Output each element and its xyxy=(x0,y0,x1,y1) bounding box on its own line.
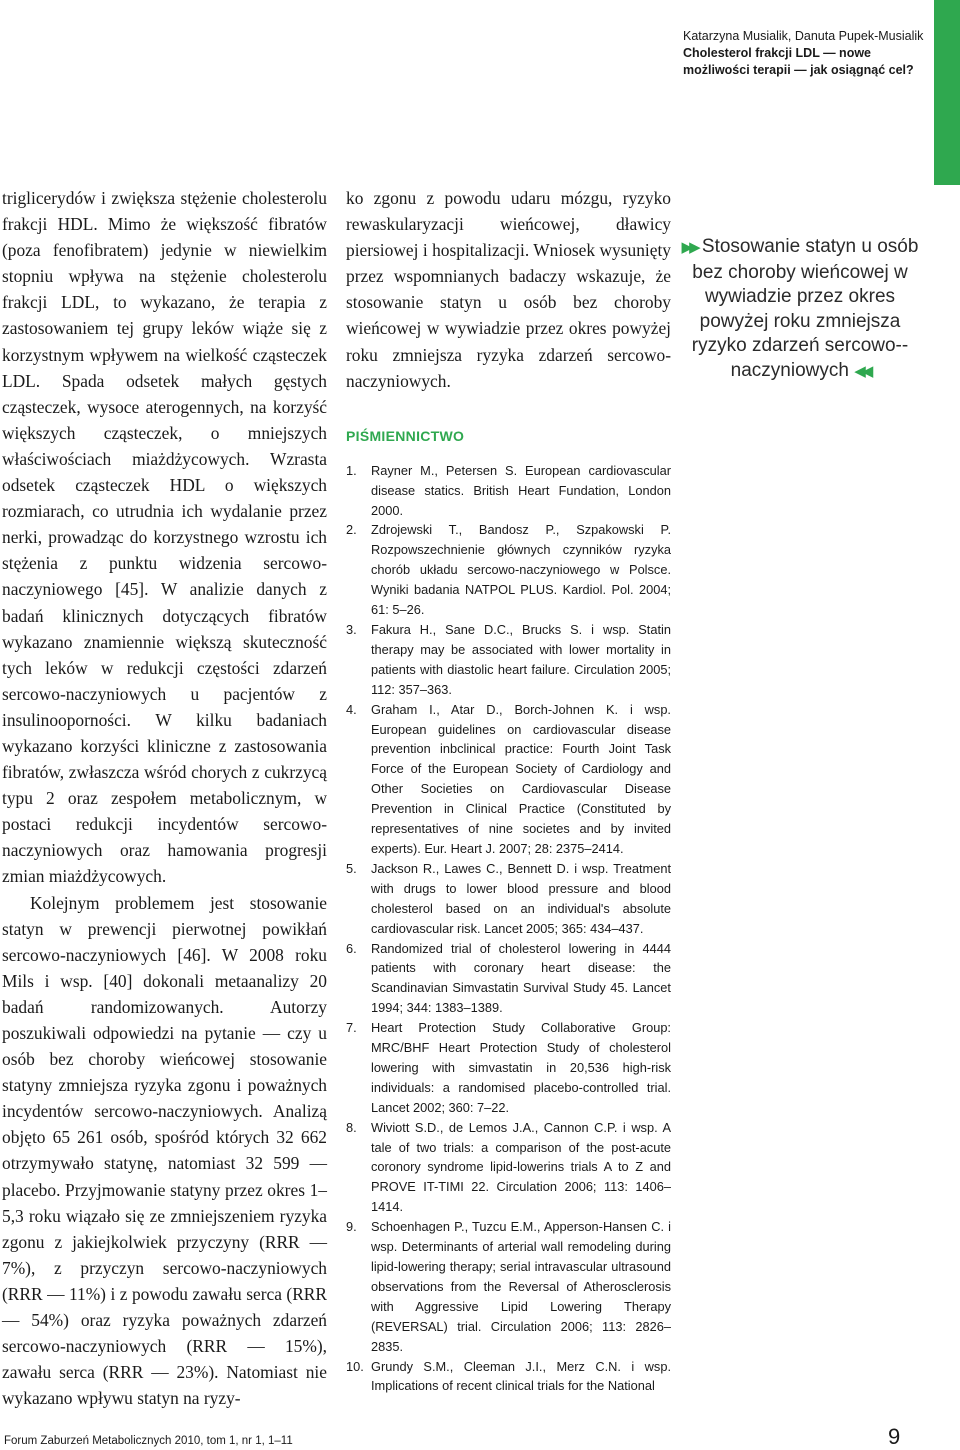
reference-item: 6. Randomized trial of cholesterol lowering in 4444 patients with coronary heart disease: the Scandinavian Simvastatin Survival Study 45. Lancet 1994; 344: 1383–1389. xyxy=(346,940,671,1016)
reference-item: 5. Jackson R., Lawes C., Bennett D. i wsp. Treatment with drugs to lower blood pressure and blood cholesterol based on an individual's absolute cardiovascular risk. Lancet 2005; 365: 434–437. xyxy=(346,860,671,936)
running-header xyxy=(683,28,928,79)
body-paragraph: triglicerydów i zwiększa stężenie cholesterolu frakcji HDL. Mimo że większość fibratów (poza fenofibratem) jedynie w niewielkim stopniu wpływa na stężenie cholesterolu frakcji LDL, to wykazano, że terapia z zastosowaniem tej grupy leków wiąże się z korzystnym wpływem na wielkość cząsteczek LDL. Spada odsetek małych gęstych cząsteczek, wysoce aterogennych, na korzyść większych cząsteczek, o mniejszych właściwościach miażdżycowych. Wzrasta odsetek cząsteczek HDL o większych rozmiarach, co utrudnia ich wydalanie przez nerki, prowadząc do korzystnego wzrostu ich stężenia z punktu widzenia sercowo-naczyniowego [45]. W analizie danych z badań klinicznych dotyczących fibratów wykazano znamiennie większą skuteczność tych leków w redukcji częstości zdarzeń sercowo-naczyniowych u pacjentów z insulinooporności. W kilku badaniach wykazano korzyści kliniczne z zastosowania fibratów, zwłaszcza wśród chorych z cukrzycą typu 2 oraz zespołem metabolicznym, w postaci redukcji incydentów sercowo-naczyniowych oraz hamowania progresji zmian miażdżycowych. xyxy=(2,188,327,887)
references-heading: PIŚMIENNICTWO xyxy=(346,427,465,444)
page-number: 9 xyxy=(888,1424,901,1449)
accent-bar xyxy=(934,0,960,185)
header-title-line1: Cholesterol frakcji LDL — nowe xyxy=(683,46,872,60)
double-arrow-left-icon: ◀◀ xyxy=(854,362,870,380)
journal-footer: Forum Zaburzeń Metabolicznych 2010, tom 1, nr 1, 1–11 xyxy=(4,1435,293,1447)
reference-item: 10. Grundy S.M., Cleeman J.I., Merz C.N. i wsp. Implications of recent clinical trials for the National xyxy=(346,1358,671,1394)
reference-item: 8. Wiviott S.D., de Lemos J.A., Cannon C.P. i wsp. A tale of two trials: a comparison of the post-acute coronory syndrome lipid-lowerins trials A to Z and PROVE IT-TIMI 22. Circulation 2006; 113: 1406–1414. xyxy=(346,1119,671,1215)
body-paragraph: Kolejnym problemem jest stosowanie statyn w prewencji pierwotnej powikłań sercowo-naczyniowych [46]. W 2008 roku Mils i wsp. [40] dokonali metaanalizy 20 badań randomizowanych. Autorzy poszukiwali odpowiedzi na pytanie — czy u osób bez choroby wieńcowej stosowanie statyny zmniejsza ryzyka zgonu i poważnych incydentów sercowo-naczyniowych. Analizą objęto 65 261 osób, spośród których 32 662 otrzymywało statynę, natomiast 32 599 — placebo. Przyjmowanie statyny przez okres 1–5,3 roku wiązało się ze zmniejszeniem ryzyka zgonu z jakiejkolwiek przyczyny (RRR — 7%), z przyczyn sercowo-naczyniowych (RRR — 11%) i z powodu zawału serca (RRR — 54%) oraz ryzyka poważnych zdarzeń sercowo-naczyniowych (RRR — 15%), zawału serca (RRR — 23%). Natomiast nie wykazano wpływu statyn na ryzy- xyxy=(2,892,327,1409)
references-list xyxy=(346,461,671,1397)
left-column xyxy=(2,185,327,1411)
reference-item: 4. Graham I., Atar D., Borch-Johnen K. i wsp. European guidelines on cardiovascular disease prevention inbclinical practice: Fourth Joint Task Force of the European Society of Cardiology and Other Societies on Cardiovascular Disease Prevention in Clinical Practice (Constituted by representatives of nine societes and by invited experts). Eur. Heart J. 2007; 28: 2375–2414. xyxy=(346,701,671,856)
reference-item: 3. Fakura H., Sane D.C., Brucks S. i wsp. Statin therapy may be associated with lower mortality in patients with diastolic heart failure. Circulation 2005; 112: 357–363. xyxy=(346,622,671,697)
middle-column xyxy=(346,185,671,1396)
reference-item: 9. Schoenhagen P., Tuzcu E.M., Apperson-Hansen C. i wsp. Determinants of arterial wall remodeling during lipid-lowering therapy; serial intravascular ultrasound observations from the Reversal of Atherosclerosis with Aggressive Lipid Lowering Therapy (REVERSAL) trial. Circulation 2006; 113: 2826–2835. xyxy=(346,1219,671,1354)
reference-item: 2. Zdrojewski T., Bandosz P., Szpakowski P. Rozpowszechnienie głównych czynników ryzyka chorób układu sercowo-naczyniowego w Polsce. Wyniki badania NATPOL PLUS. Kardiol. Pol. 2004; 61: 5–26. xyxy=(346,522,671,618)
double-arrow-right-icon: ▶▶ xyxy=(681,239,697,256)
header-authors: Katarzyna Musialik, Danuta Pupek-Musialik xyxy=(683,29,924,43)
header-title-line2: możliwości terapii — jak osiągnąć cel? xyxy=(683,63,914,77)
pull-quote-text: Stosowanie statyn u osób bez choroby wieńcowej w wywiadzie przez okres powyżej roku zmniejsza ryzyko zdarzeń sercowo--naczyniowych xyxy=(691,236,919,381)
reference-item: 7. Heart Protection Study Collaborative Group: MRC/BHF Heart Protection Study of cholesterol lowering with simvastatin in 20,536 high-risk individuals: a randomised placebo-controlled trial. Lancet 2002; 360: 7–22. xyxy=(346,1020,671,1115)
pull-quote xyxy=(680,235,920,384)
body-paragraph: ko zgonu z powodu udaru mózgu, ryzyko rewaskularyzacji wieńcowej, dławicy piersiowej i hospitalizacji. Wniosek wysunięty przez wspomnianych badaczy wskazuje, że stosowanie statyn u osób bez choroby wieńcowej w wywiadzie przez okres powyżej roku zmniejsza ryzyka zdarzeń sercowo-naczyniowych. xyxy=(346,188,671,391)
reference-item: 1. Rayner M., Petersen S. European cardiovascular disease statics. British Heart Fundation, London 2000. xyxy=(346,462,671,518)
